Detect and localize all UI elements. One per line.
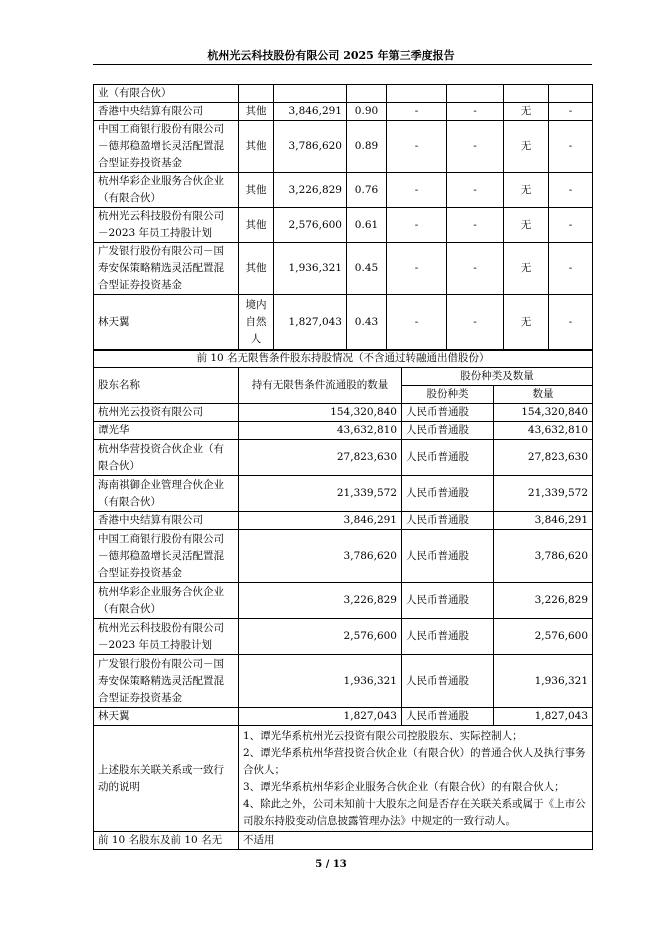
shareholder-name: 杭州光云科技股份有限公司－2023 年员工持股计划 [94, 208, 239, 243]
col-header-qty: 数量 [494, 386, 593, 404]
lent-shares: - [447, 295, 504, 351]
pledge-count: - [549, 295, 593, 351]
holder-count: 43,632,810 [239, 422, 402, 440]
restricted-shares: - [387, 243, 447, 295]
pledge-count: - [549, 103, 593, 121]
table-row [94, 619, 593, 655]
relation-label: 上述股东关联关系或一致行动的说明 [94, 726, 239, 832]
top-shareholders-table-continued [93, 84, 593, 351]
lent-shares: - [447, 103, 504, 121]
col-header-kind: 股份种类 [402, 386, 494, 404]
shareholder-name: 林天翼 [94, 295, 239, 351]
header-rule [93, 64, 592, 65]
holder-count: 21,339,572 [239, 476, 402, 512]
header-row [94, 368, 593, 386]
margin-lending-value: 不适用 [239, 832, 593, 850]
shareholder-name: 广发银行股份有限公司－国寿安保策略精选灵活配置混合型证券投资基金 [94, 243, 239, 295]
holder-qty: 154,320,840 [494, 404, 593, 422]
pledge-count: - [549, 208, 593, 243]
restricted-shares: - [387, 121, 447, 173]
pledge-status: 无 [504, 295, 549, 351]
holder-count: 3,786,620 [239, 530, 402, 583]
pledge-count: - [549, 173, 593, 208]
relation-line-1: 1、谭光华系杭州光云投资有限公司控股股东、实际控制人； [243, 729, 523, 742]
share-count: 1,827,043 [274, 295, 347, 351]
holder-qty: 3,786,620 [494, 530, 593, 583]
holder-kind: 人民币普通股 [402, 583, 494, 619]
pledge-count [549, 85, 593, 103]
table-row [94, 440, 593, 476]
shareholder-type: 境内自然人 [239, 295, 274, 351]
table-row [94, 708, 593, 726]
holder-name: 杭州光云科技股份有限公司－2023 年员工持股计划 [94, 619, 239, 655]
share-ratio: 0.76 [347, 173, 387, 208]
restricted-shares: - [387, 173, 447, 208]
col-header-kind-group: 股份种类及数量 [402, 368, 593, 386]
holder-name: 海南祺御企业管理合伙企业（有限合伙） [94, 476, 239, 512]
holder-name: 香港中央结算有限公司 [94, 512, 239, 530]
pledge-status: 无 [504, 243, 549, 295]
page-number: 5 / 13 [315, 859, 347, 870]
share-ratio [347, 85, 387, 103]
holder-kind: 人民币普通股 [402, 404, 494, 422]
restricted-shares: - [387, 295, 447, 351]
holder-count: 2,576,600 [239, 619, 402, 655]
section-title-row [94, 350, 593, 368]
holder-kind: 人民币普通股 [402, 422, 494, 440]
shareholder-type [239, 85, 274, 103]
relation-line-4: 4、除此之外，公司未知前十大股东之间是否存在关联关系或属于《上市公司股东持股变动信息披露管理办法》中规定的一致行动人。 [243, 797, 586, 827]
pledge-status: 无 [504, 121, 549, 173]
shareholder-name: 杭州华彩企业服务合伙企业（有限合伙） [94, 173, 239, 208]
pledge-status: 无 [504, 103, 549, 121]
pledge-status: 无 [504, 208, 549, 243]
share-ratio: 0.45 [347, 243, 387, 295]
restricted-shares: - [387, 103, 447, 121]
holder-name: 杭州光云投资有限公司 [94, 404, 239, 422]
share-count [274, 85, 347, 103]
lent-shares: - [447, 208, 504, 243]
pledge-status: 无 [504, 173, 549, 208]
table-row [94, 404, 593, 422]
share-count: 2,576,600 [274, 208, 347, 243]
table-row [94, 476, 593, 512]
table-row [94, 121, 593, 173]
holder-qty: 1,936,321 [494, 655, 593, 708]
holder-count: 3,226,829 [239, 583, 402, 619]
col-header-count: 持有无限售条件流通股的数量 [239, 368, 402, 404]
share-count: 1,936,321 [274, 243, 347, 295]
share-ratio: 0.43 [347, 295, 387, 351]
table-row [94, 208, 593, 243]
table-row [94, 103, 593, 121]
lent-shares [447, 85, 504, 103]
holder-kind: 人民币普通股 [402, 708, 494, 726]
holder-qty: 3,226,829 [494, 583, 593, 619]
shareholder-name: 业（有限合伙） [94, 85, 239, 103]
holder-kind: 人民币普通股 [402, 440, 494, 476]
holder-qty: 3,846,291 [494, 512, 593, 530]
share-count: 3,846,291 [274, 103, 347, 121]
section-title: 前 10 名无限售条件股东持股情况（不含通过转融通出借股份） [94, 350, 593, 368]
table-row [94, 832, 593, 850]
relation-line-2: 2、谭光华系杭州华营投资合伙企业（有限合伙）的普通合伙人及执行事务合伙人； [243, 746, 586, 776]
table-row [94, 295, 593, 351]
share-count: 3,226,829 [274, 173, 347, 208]
relation-row [94, 726, 593, 832]
table-row [94, 655, 593, 708]
shareholder-name: 中国工商银行股份有限公司－德邦稳盈增长灵活配置混合型证券投资基金 [94, 121, 239, 173]
holder-qty: 27,823,630 [494, 440, 593, 476]
holder-count: 1,936,321 [239, 655, 402, 708]
holder-count: 154,320,840 [239, 404, 402, 422]
shareholder-type: 其他 [239, 243, 274, 295]
holder-name: 中国工商银行股份有限公司－德邦稳盈增长灵活配置混合型证券投资基金 [94, 530, 239, 583]
shareholder-type: 其他 [239, 121, 274, 173]
col-header-name: 股东名称 [94, 368, 239, 404]
holder-name: 林天翼 [94, 708, 239, 726]
holder-name: 谭光华 [94, 422, 239, 440]
holder-count: 1,827,043 [239, 708, 402, 726]
table-row [94, 243, 593, 295]
holder-name: 杭州华营投资合伙企业（有限合伙） [94, 440, 239, 476]
holder-qty: 21,339,572 [494, 476, 593, 512]
share-ratio: 0.90 [347, 103, 387, 121]
lent-shares: - [447, 243, 504, 295]
relation-description [239, 726, 593, 832]
table-row [94, 422, 593, 440]
share-ratio: 0.61 [347, 208, 387, 243]
table-row [94, 583, 593, 619]
unrestricted-shareholders-table [93, 349, 593, 850]
relation-line-3: 3、谭光华系杭州华彩企业服务合伙企业（有限合伙）的有限合伙人； [243, 780, 565, 793]
lent-shares: - [447, 121, 504, 173]
table-row [94, 530, 593, 583]
shareholder-type: 其他 [239, 208, 274, 243]
holder-kind: 人民币普通股 [402, 619, 494, 655]
pledge-count: - [549, 243, 593, 295]
shareholder-type: 其他 [239, 103, 274, 121]
pledge-status [504, 85, 549, 103]
page-header-title: 杭州光云科技股份有限公司 2025 年第三季度报告 [207, 49, 455, 62]
margin-lending-label: 前 10 名股东及前 10 名无 [94, 832, 239, 850]
holder-qty: 1,827,043 [494, 708, 593, 726]
holder-name: 杭州华彩企业服务合伙企业（有限合伙） [94, 583, 239, 619]
table-row [94, 85, 593, 103]
holder-kind: 人民币普通股 [402, 476, 494, 512]
holder-qty: 2,576,600 [494, 619, 593, 655]
table-row [94, 512, 593, 530]
holder-kind: 人民币普通股 [402, 655, 494, 708]
lent-shares: - [447, 173, 504, 208]
share-count: 3,786,620 [274, 121, 347, 173]
holder-count: 27,823,630 [239, 440, 402, 476]
holder-name: 广发银行股份有限公司－国寿安保策略精选灵活配置混合型证券投资基金 [94, 655, 239, 708]
share-ratio: 0.89 [347, 121, 387, 173]
table-row [94, 173, 593, 208]
restricted-shares: - [387, 208, 447, 243]
holder-count: 3,846,291 [239, 512, 402, 530]
holder-kind: 人民币普通股 [402, 530, 494, 583]
holder-kind: 人民币普通股 [402, 512, 494, 530]
shareholder-name: 香港中央结算有限公司 [94, 103, 239, 121]
shareholder-type: 其他 [239, 173, 274, 208]
restricted-shares [387, 85, 447, 103]
pledge-count: - [549, 121, 593, 173]
holder-qty: 43,632,810 [494, 422, 593, 440]
